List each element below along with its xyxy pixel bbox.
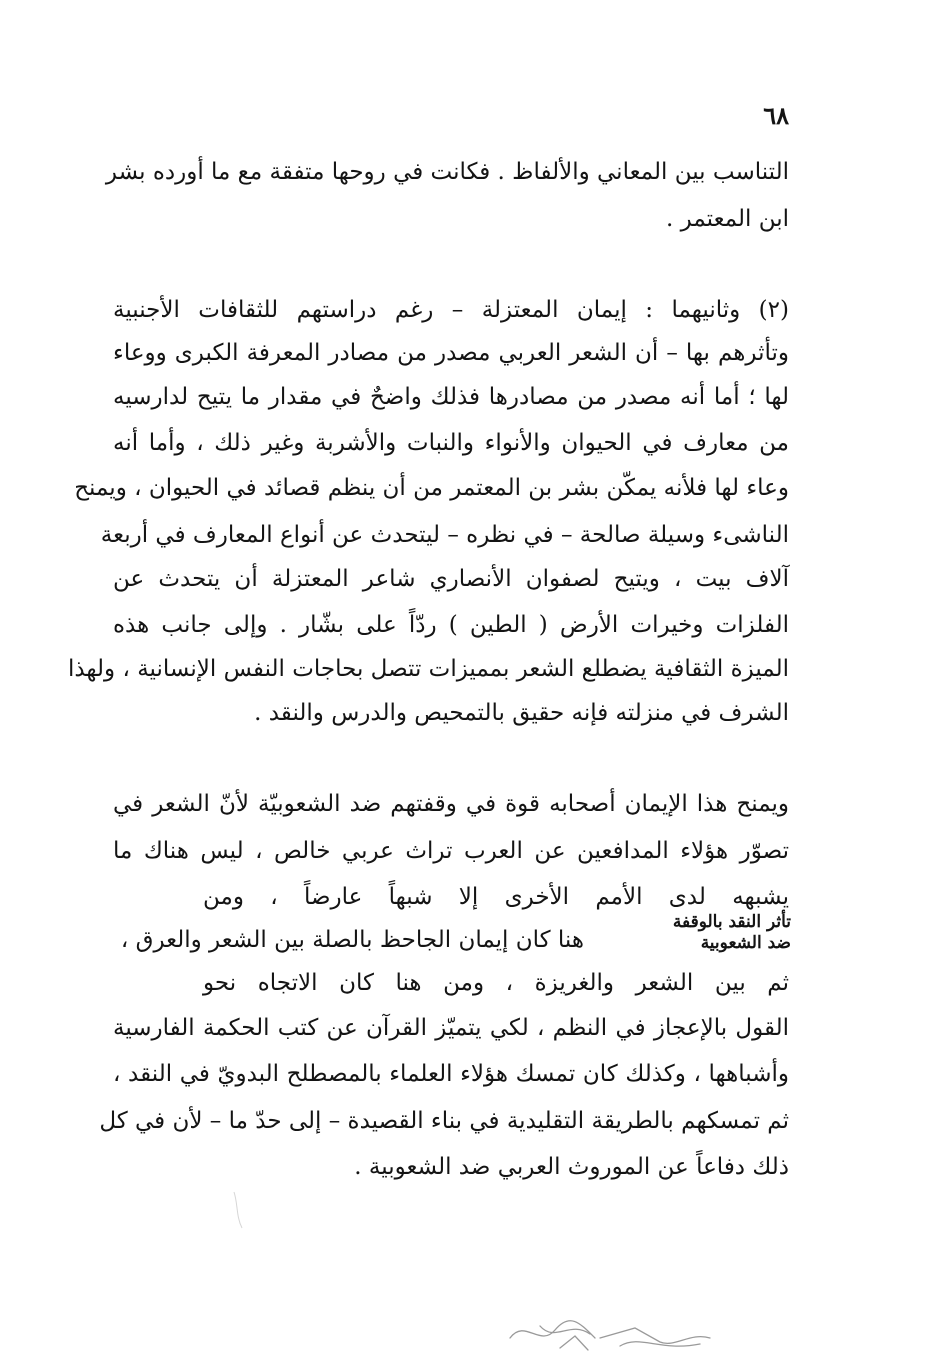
paragraph-1-line-1: التناسب بين المعاني والألفاظ . فكانت في روحها متفقة مع ما أورده بشر (105, 159, 789, 185)
paragraph-2-line-6: الناشىء وسيلة صالحة – في نظره – ليتحدث عن أنواع المعارف في أربعة (100, 522, 789, 548)
paragraph-3-line-9: ذلك دفاعاً عن الموروث العربي ضد الشعوبية . (354, 1154, 789, 1180)
margin-note-line-2: ضد الشعوبية (700, 933, 791, 954)
paragraph-2-line-9: الميزة الثقافية يضطلع الشعر بمميزات تتصل بحاجات النفس الإنسانية ، ولهذا (67, 656, 789, 682)
paragraph-3-line-4: هنا كان إيمان الجاحظ بالصلة بين الشعر والعرق ، (120, 927, 584, 953)
paragraph-2-line-7: آلاف بيت ، ويتيح لصفوان الأنصاري شاعر المعتزلة أن يتحدث عن (113, 566, 789, 592)
faint-stamp-scribble (500, 1308, 720, 1358)
paragraph-3-line-7: وأشباهها ، وكذلك كان تمسك هؤلاء العلماء بالمصطلح البدويّ في النقد ، (113, 1061, 789, 1087)
page-number: ٦٨ (763, 101, 789, 130)
paragraph-3-line-5: ثم بين الشعر والغريزة ، ومن هنا كان الاتجاه نحو (203, 970, 789, 996)
paragraph-3-line-8: ثم تمسكهم بالطريقة التقليدية في بناء القصيدة – إلى حدّ ما – لأن في كل (99, 1108, 789, 1134)
paragraph-2-line-3: لها ؛ أما أنه مصدر من مصادرها فذلك واضحٌ في مقدار ما يتيح لدارسيه (113, 384, 789, 410)
paragraph-2-line-4: من معارف في الحيوان والأنواء والنبات والأشربة وغير ذلك ، وأما أنه (113, 430, 789, 456)
paragraph-3-line-6: القول بالإعجاز في النظم ، لكي يتميّز القرآن عن كتب الحكمة الفارسية (113, 1015, 789, 1041)
margin-note-line-1: تأثر النقد بالوقفة (672, 912, 791, 932)
paragraph-3-line-2: تصوّر هؤلاء المدافعين عن العرب تراث عربي خالص ، ليس هناك ما (113, 838, 789, 864)
margin-note (663, 912, 791, 955)
paragraph-2-line-2: وتأثرهم بها – أن الشعر العربي مصدر من مصادر المعرفة الكبرى ووعاء (113, 340, 789, 366)
paragraph-2-line-5: وعاء لها فلأنه يمكّن بشر بن المعتمر من أن ينظم قصائد في الحيوان ، ويمنح (74, 475, 789, 501)
paragraph-2-line-10: الشرف في منزلته فإنه حقيق بالتمحيص والدرس والنقد . (254, 700, 789, 726)
paragraph-2-line-1: (٢) وثانيهما : إيمان المعتزلة – رغم دراستهم للثقافات الأجنبية (113, 297, 789, 323)
paragraph-3-line-3: يشبهه لدى الأمم الأخرى إلا شبهاً عارضاً ، ومن (203, 884, 789, 910)
paragraph-1-line-2: ابن المعتمر . (666, 206, 789, 232)
faint-page-mark (230, 1190, 250, 1230)
paragraph-2-line-8: الفلزات وخيرات الأرض ( الطين ) ردّاً على بشّار . وإلى جانب هذه (113, 612, 789, 638)
paragraph-3-line-1: ويمنح هذا الإيمان أصحابه قوة في وقفتهم ضد الشعوبيّة لأنّ الشعر في (113, 791, 789, 817)
